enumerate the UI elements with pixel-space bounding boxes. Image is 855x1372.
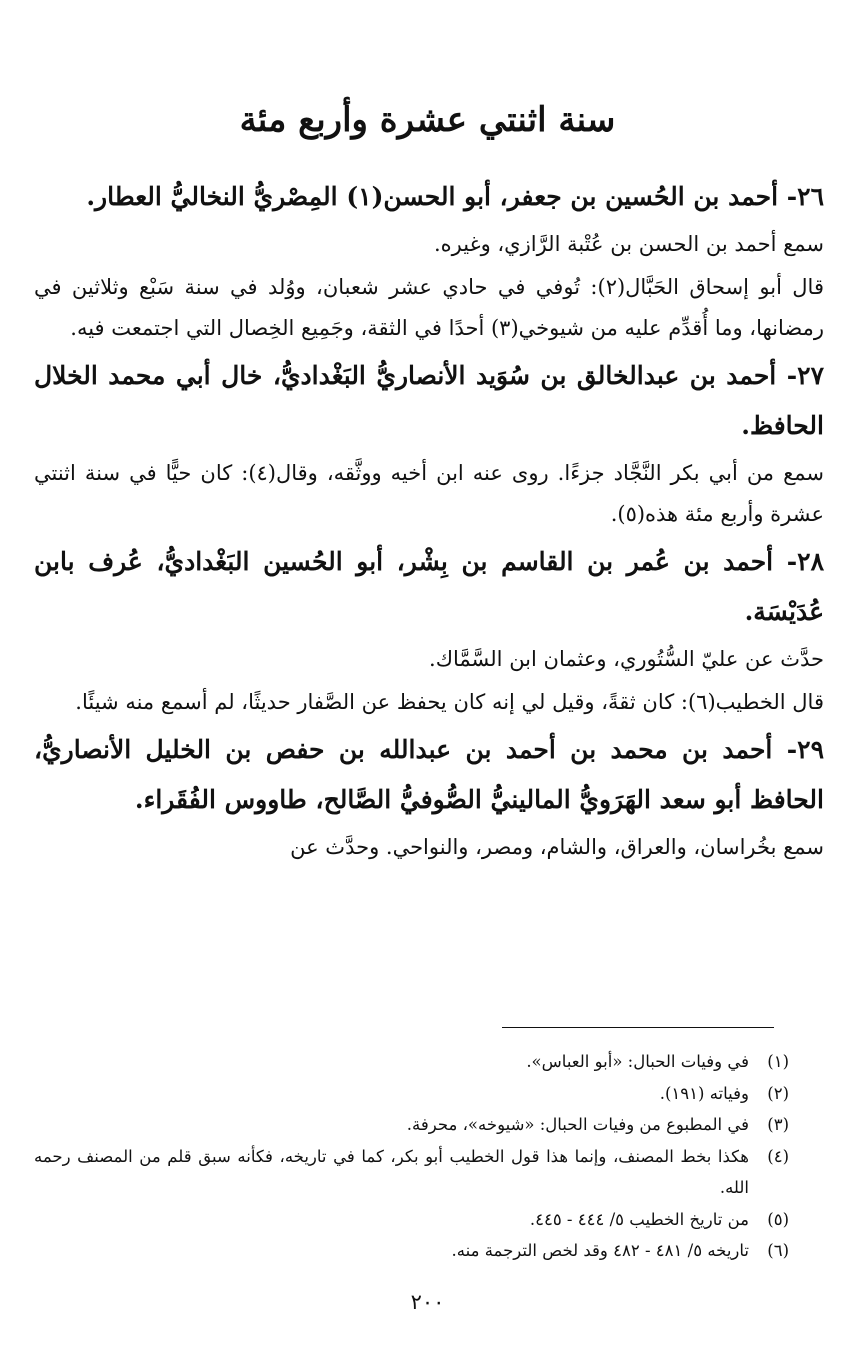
entry-heading: ٢٦- أحمد بن الحُسين بن جعفر، أبو الحسن(١) المِصْريُّ النخاليُّ العطار. — [86, 182, 824, 211]
footnote — [34, 1078, 789, 1110]
main-text — [34, 172, 824, 870]
entry-heading: ٢٨- أحمد بن عُمر بن القاسم بن بِشْر، أبو الحُسين البَغْداديُّ، عُرف بابن عُدَيْسَة. — [34, 547, 824, 626]
footnote-number: (٦) — [767, 1241, 789, 1260]
chapter-title: سنة اثنتي عشرة وأربع مئة — [239, 100, 616, 140]
entry-paragraph: سمع من أبي بكر النَّجَّاد جزءًا. روى عنه ابن أخيه ووثَّقه، وقال(٤): كان حيًّا في سنة اثنتي عشرة وأربع مئة هذه(٥). — [34, 461, 824, 526]
footnote-text: وفياته (١٩١). — [659, 1083, 749, 1103]
footnote-divider — [502, 1027, 774, 1028]
footnote-number: (٥) — [767, 1209, 789, 1229]
footnote-text: هكذا بخط المصنف، وإنما هذا قول الخطيب أبو بكر، كما في تاريخه، فكأنه سبق قلم من المصنف رحمه الله. — [34, 1146, 749, 1197]
footnote — [34, 1141, 789, 1204]
footnote — [34, 1235, 789, 1267]
footnote — [34, 1204, 789, 1236]
footnote-text: في المطبوع من وفيات الحبال: «شيوخه»، محرفة. — [406, 1115, 749, 1134]
entry-paragraph: قال أبو إسحاق الحَبَّال(٢): تُوفي في حادي عشر شعبان، ووُلد في سنة سَبْع وثلاثين في رمضانها، وما أُقدِّم عليه من شيوخي(٣) أحدًا في الثقة، وجَمِيع الخِصال التي اجتمعت فيه. — [34, 275, 824, 340]
page-number: ٢٠٠ — [410, 1290, 445, 1314]
entry-paragraph: حدَّث عن عليّ السُّتُوري، وعثمان ابن السَّمَّاك. — [429, 647, 824, 671]
entry-paragraph: سمع بخُراسان، والعراق، والشام، ومصر، والنواحي. وحدَّث عن — [290, 835, 824, 859]
footnote-number: (٣) — [767, 1115, 789, 1134]
footnote-text: تاريخه ٥/ ٤٨١ - ٤٨٢ وقد لخص الترجمة منه. — [451, 1241, 749, 1260]
entry-paragraph: سمع أحمد بن الحسن بن عُتْبة الرَّازي، وغيره. — [434, 232, 824, 256]
footnote-text: من تاريخ الخطيب ٥/ ٤٤٤ - ٤٤٥. — [529, 1209, 749, 1229]
footnote-number: (١) — [767, 1052, 789, 1071]
footnote — [34, 1109, 789, 1141]
footnotes — [34, 1046, 789, 1267]
footnote-text: في وفيات الحبال: «أبو العباس». — [526, 1052, 749, 1071]
footnote-number: (٤) — [767, 1146, 789, 1166]
footnote — [34, 1046, 789, 1078]
footnote-number: (٢) — [767, 1083, 789, 1103]
entry-heading: ٢٧- أحمد بن عبدالخالق بن سُوَيد الأنصاريُّ البَغْداديُّ، خال أبي محمد الخلال الحافظ. — [34, 361, 824, 440]
entry-heading: ٢٩- أحمد بن محمد بن أحمد بن عبدالله بن حفص بن الخليل الأنصاريُّ، الحافظ أبو سعد الهَرَويُّ المالينيُّ الصُّوفيُّ الصَّالح، طاووس الفُقَراء. — [34, 735, 824, 814]
entry-paragraph: قال الخطيب(٦): كان ثقةً، وقيل لي إنه كان يحفظ عن الصَّفار حديثًا، لم أسمع منه شيئًا. — [75, 690, 824, 714]
